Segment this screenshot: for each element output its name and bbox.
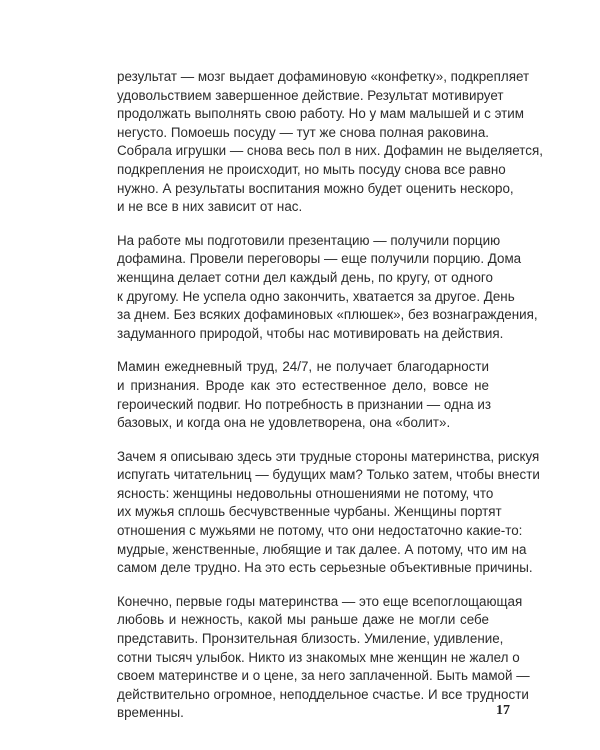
- text-line: женщина делает сотни дел каждый день, по кругу, от одного: [117, 269, 493, 285]
- text-line: временны.: [117, 705, 184, 721]
- text-line: Зачем я описываю здесь эти трудные стороны материнства, рискуя: [117, 448, 540, 464]
- text-line: результат — мозг выдает дофаминовую «конфетку», подкрепляет: [117, 69, 530, 84]
- text-line: На работе мы подготовили презентацию — получили порцию: [117, 232, 501, 248]
- text-line: и не все в них зависит от нас.: [117, 199, 303, 215]
- text-line: Собрала игрушки — снова весь пол в них. Дофамин не выделяется,: [117, 143, 543, 159]
- text-line: удовольствием завершенное действие. Результат мотивирует: [117, 87, 504, 103]
- text-line: Конечно, первые годы материнства — это еще всепоглощающая: [117, 593, 523, 609]
- text-line: задуманного природой, чтобы нас мотивировать на действия.: [117, 325, 504, 341]
- text-line: за днем. Без всяких дофаминовых «плюшек», без вознаграждения,: [117, 307, 538, 323]
- paragraph-4: [117, 448, 540, 578]
- paragraph-2: [117, 232, 538, 344]
- paragraph-1: [117, 68, 543, 217]
- text-line: к другому. Не успела одно закончить, хватается за другое. День: [117, 288, 515, 304]
- text-line: негусто. Помоешь посуду — тут же снова полная раковина.: [117, 124, 489, 140]
- text-line: сотни тысяч улыбок. Никто из знакомых мне женщин не жалел о: [117, 649, 520, 665]
- text-line: героический подвиг. Но потребность в признании — одна из: [117, 396, 492, 412]
- text-line: любовь и нежность, какой мы раньше даже не могли себе: [117, 612, 489, 628]
- paragraph-3: [117, 358, 492, 432]
- text-line: самом деле трудно. На это есть серьезные объективные причины.: [117, 560, 533, 576]
- text-line: Мамин ежедневный труд, 24/7, не получает благодарности: [117, 359, 489, 375]
- text-line: отношения с мужьями не потому, что они недостаточно какие-то:: [117, 523, 523, 539]
- text-line: базовых, и когда она не удовлетворена, она «болит».: [117, 415, 451, 431]
- text-line: испугать читательниц — будущих мам? Только затем, чтобы внести: [117, 467, 540, 483]
- text-line: своем материнстве и о цене, за него заплаченной. Быть мамой —: [117, 668, 530, 684]
- text-line: действительно огромное, неподдельное счастье. И все трудности: [117, 686, 529, 702]
- text-line: дофамина. Провели переговоры — еще получили порцию. Дома: [117, 251, 522, 267]
- text-line: их мужья сплошь бесчувственные чурбаны. Женщины портят: [117, 504, 502, 520]
- text-line: мудрые, женственные, любящие и так далее. А потому, что им на: [117, 541, 527, 557]
- text-line: ясность: женщины недовольны отношениями не потому, что: [117, 485, 494, 501]
- text-line: нужно. А результаты воспитания можно будет оценить нескоро,: [117, 180, 514, 196]
- text-line: и признания. Вроде как это естественное дело, вовсе не: [117, 377, 489, 393]
- text-line: представить. Пронзительная близость. Умиление, удивление,: [117, 631, 504, 647]
- page-number: 17: [496, 703, 510, 718]
- text-line: подкрепления не происходит, но мыть посуду снова все равно: [117, 161, 506, 177]
- text-line: продолжать выполнять свою работу. Но у мам малышей и с этим: [117, 106, 524, 122]
